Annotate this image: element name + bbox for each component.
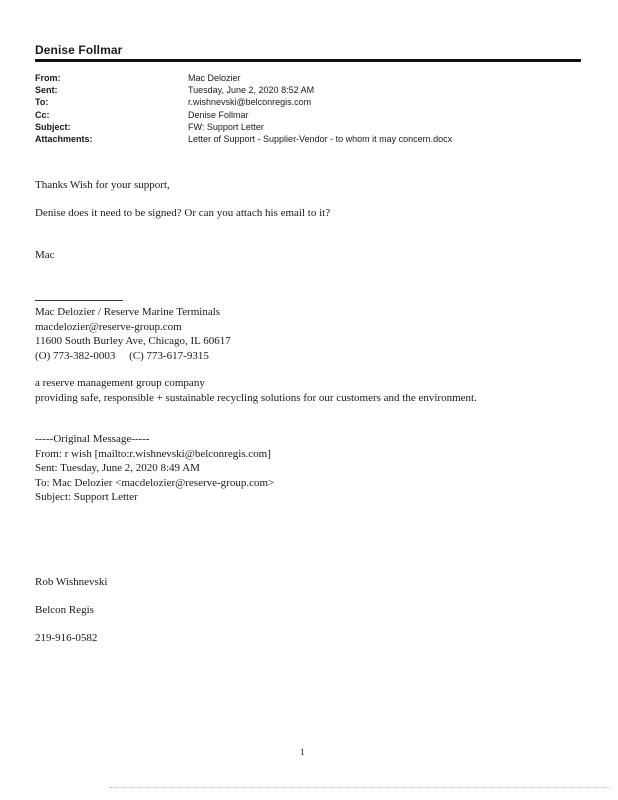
signature-separator bbox=[35, 300, 123, 301]
header-value-to: r.wishnevski@belconregis.com bbox=[188, 97, 312, 108]
signature-name-line: Mac Delozier / Reserve Marine Terminals bbox=[35, 306, 221, 318]
attachment-filename: Letter of Support - Supplier-Vendor - to whom it may concern.docx bbox=[188, 133, 453, 144]
original-signature-name: Rob Wishnevski bbox=[35, 576, 108, 588]
header-value-sent: Tuesday, June 2, 2020 8:52 AM bbox=[188, 85, 315, 96]
header-label: To: bbox=[35, 97, 49, 108]
signature-mission: providing safe, responsible + sustainable recycling solutions for our customers and the environment. bbox=[35, 392, 477, 404]
header-row-attachments bbox=[35, 133, 595, 145]
header-value-subject: FW: Support Letter bbox=[188, 121, 264, 132]
header-row-sent bbox=[35, 84, 595, 96]
original-signature-phone: 219-916-0582 bbox=[35, 632, 98, 644]
header-value-from: Mac Delozier bbox=[188, 73, 241, 83]
header-label: Sent: bbox=[35, 85, 58, 96]
body-greeting: Thanks Wish for your support, bbox=[35, 179, 170, 191]
header-label: Subject: bbox=[35, 121, 71, 132]
header-rule bbox=[35, 59, 581, 62]
original-from: From: r wish [mailto:r.wishnevski@belconregis.com] bbox=[35, 447, 271, 460]
original-message-heading: -----Original Message----- bbox=[35, 433, 150, 445]
signature-address: 11600 South Burley Ave, Chicago, IL 60617 bbox=[35, 335, 231, 347]
signature-phones: (O) 773-382-0003 (C) 773-617-9315 bbox=[35, 349, 209, 362]
header-label: Cc: bbox=[35, 109, 50, 120]
scan-footer-artifact bbox=[110, 787, 610, 788]
header-value-cc: Denise Follmar bbox=[188, 109, 249, 120]
original-sent: Sent: Tuesday, June 2, 2020 8:49 AM bbox=[35, 462, 200, 474]
header-label: From: bbox=[35, 73, 61, 83]
page-number: 1 bbox=[300, 747, 305, 757]
original-subject: Subject: Support Letter bbox=[35, 491, 138, 503]
header-row-subject bbox=[35, 121, 595, 133]
header-row-cc bbox=[35, 109, 595, 121]
sender-name: Denise Follmar bbox=[35, 43, 123, 57]
body-question: Denise does it need to be signed? Or can you attach his email to it? bbox=[35, 207, 331, 219]
body-closing-name: Mac bbox=[35, 249, 55, 261]
email-header-block bbox=[35, 72, 595, 145]
header-label: Attachments: bbox=[35, 133, 93, 144]
original-to: To: Mac Delozier <macdelozier@reserve-group.com> bbox=[35, 476, 275, 489]
header-row-to bbox=[35, 96, 595, 108]
header-row-from bbox=[35, 72, 595, 84]
original-signature-company: Belcon Regis bbox=[35, 604, 94, 616]
signature-company-tagline: a reserve management group company bbox=[35, 377, 205, 389]
signature-email: macdelozier@reserve-group.com bbox=[35, 320, 182, 333]
